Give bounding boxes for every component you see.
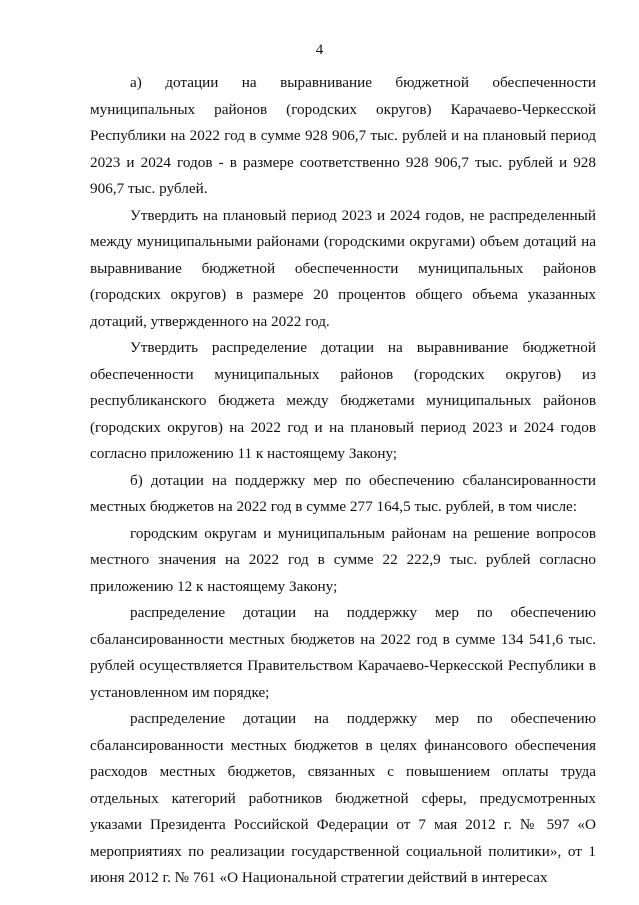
paragraph-b: б) дотации на поддержку мер по обеспечению сбалансированности местных бюджетов на 2022 год в сумме 277 164,5 тыс. рублей, в том числе: bbox=[90, 471, 596, 515]
paragraph-approve-planned: Утвердить на плановый период 2023 и 2024 годов, не распределенный между муниципальными районами (городскими округами) объем дотаций на выравнивание бюджетной обеспеченности муниципальных районов (городских округов) в размере 20 процентов общего объема указанных дотаций, утвержденного на 2022 год. bbox=[90, 206, 596, 330]
paragraph-approve-distribution: Утвердить распределение дотации на выравнивание бюджетной обеспеченности муниципальных районов (городских округов) из республиканского бюджета между бюджетами муниципальных районов (городских округов) на 2022 год и на плановый период 2023 и 2024 годов согласно приложению 11 к настоящему Закону; bbox=[90, 339, 596, 462]
paragraph-a: а) дотации на выравнивание бюджетной обеспеченности муниципальных районов (городских округов) Карачаево-Черкесской Республики на 2022 год в сумме 928 906,7 тыс. рублей и на плановый период 2023 и 2024 годов - в размере соответственно 928 906,7 тыс. рублей и 928 906,7 тыс. рублей. bbox=[90, 74, 596, 197]
paragraph-city-districts: городским округам и муниципальным районам на решение вопросов местного значения на 2022 год в сумме 22 222,9 тыс. рублей согласно приложению 12 к настоящему Закону; bbox=[90, 524, 596, 595]
paragraph-distribution-government: распределение дотации на поддержку мер по обеспечению сбалансированности местных бюджетов на 2022 год в сумме 134 541,6 тыс. рублей осуществляется Правительством Карачаево-Черкесской Республики в установленном им порядке; bbox=[90, 604, 596, 701]
document-body bbox=[90, 70, 596, 892]
paragraph-distribution-salaries: распределение дотации на поддержку мер по обеспечению сбалансированности местных бюджетов в целях финансового обеспечения расходов местных бюджетов, связанных с повышением оплаты труда отдельных категорий работников бюджетной сферы, предусмотренных указами Президента Российской Федерации от 7 мая 2012 г. № 597 «О мероприятиях по реализации государственной социальной политики», от 1 июня 2012 г. № 761 «О Национальной стратегии действий в интересах bbox=[90, 710, 596, 886]
page-number: 4 bbox=[315, 42, 324, 58]
